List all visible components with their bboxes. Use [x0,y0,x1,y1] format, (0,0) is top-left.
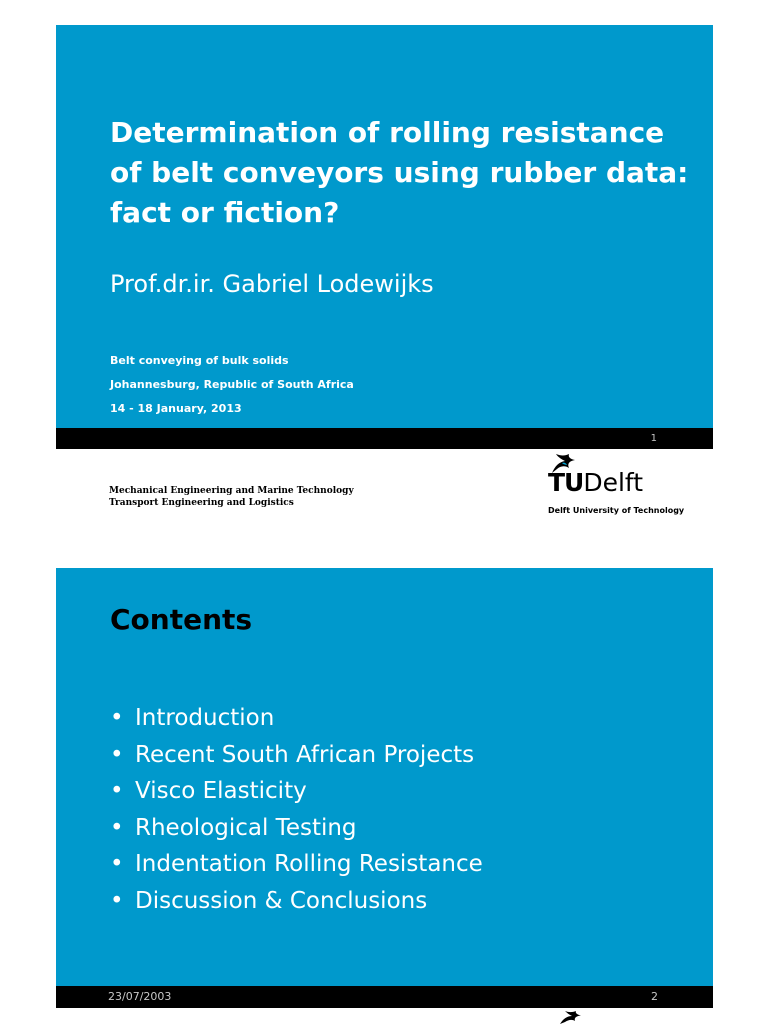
department-line: Mechanical Engineering and Marine Technology [109,486,354,496]
list-item: • Recent South African Projects [110,737,483,774]
event-dates: 14 - 18 January, 2013 [110,402,242,415]
logo-tu: TU [548,468,584,497]
section-line: Transport Engineering and Logistics [109,498,294,508]
list-item: • Visco Elasticity [110,773,483,810]
page-number: 1 [650,433,657,444]
bullet-icon: • [110,778,124,805]
event-name: Belt conveying of bulk solids [110,354,289,367]
list-item: • Indentation Rolling Resistance [110,846,483,883]
bullet-icon: • [110,705,124,731]
bullet-icon: • [110,741,124,768]
slide-date: 23/07/2003 [108,990,172,1003]
logo-wordmark [548,468,643,498]
list-item: • Discussion & Conclusions [110,883,483,920]
bullet-icon: • [110,851,124,878]
bullet-icon: • [110,814,124,841]
slide-footer-bar [56,986,713,1008]
list-item: • Rheological Testing [110,810,483,847]
slide-title: Determination of rolling resistance of belt conveyors using rubber data: fact or fiction? [110,116,689,229]
event-location: Johannesburg, Republic of South Africa [110,378,354,391]
list-item: • Introduction [110,700,483,737]
contents-slide [56,568,713,986]
slide-footer-bar [56,428,713,449]
tudelft-logo [546,452,685,518]
department-info [109,485,354,509]
flame-icon [558,1010,582,1024]
author-name: Prof.dr.ir. Gabriel Lodewijks [110,270,434,298]
page-number: 2 [651,990,658,1003]
logo-delft: Delft [583,468,644,497]
title-slide [56,25,713,428]
contents-list [110,700,483,920]
contents-heading: Contents [110,603,253,636]
bullet-icon: • [110,887,124,914]
event-details [110,351,354,423]
university-name: Delft University of Technology [548,506,685,515]
